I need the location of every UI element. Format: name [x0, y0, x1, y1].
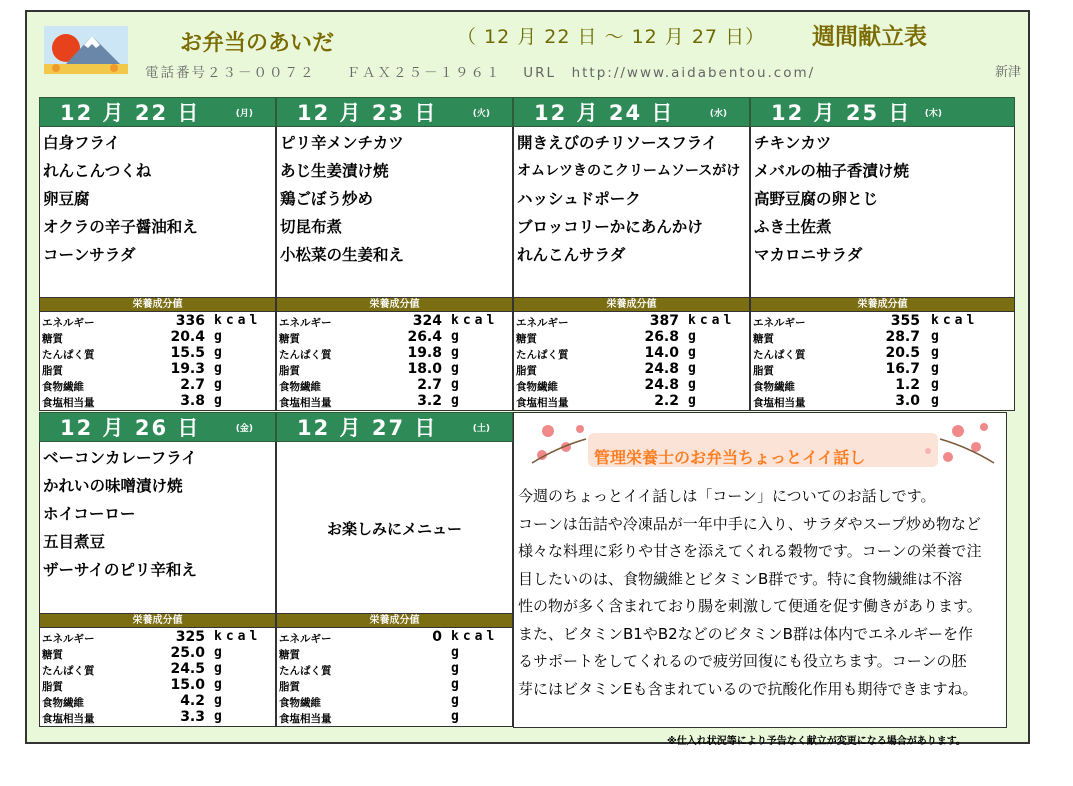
menu-item: かれいの味噌漬け焼	[43, 477, 183, 495]
nutrient-label: たんぱく質	[279, 349, 332, 361]
menu-item: れんこんサラダ	[517, 246, 626, 264]
nutrition-row-fiber	[514, 377, 749, 393]
nutrient-value: 26.4	[407, 329, 442, 345]
nutrient-label: 糖質	[753, 333, 774, 345]
nutrient-unit: g	[931, 345, 943, 360]
nutrition-row-energy	[40, 629, 275, 645]
nutrient-unit: kcal	[214, 629, 262, 644]
nutrition-row-sugar	[277, 645, 512, 661]
menu-sheet	[25, 10, 1030, 747]
nutrient-unit: g	[451, 329, 463, 344]
menu-item: ふき土佐煮	[754, 218, 832, 236]
nutrient-label: 糖質	[516, 333, 537, 345]
nutrient-unit: g	[688, 329, 700, 344]
nutrient-value: 336	[175, 313, 205, 329]
nutrition-row-protein	[277, 661, 512, 677]
nutrient-unit: g	[214, 693, 226, 708]
nutrition-row-sugar	[277, 329, 512, 345]
nutrient-value: 28.7	[885, 329, 920, 345]
nutrition-row-energy	[751, 313, 1014, 329]
nutrient-label: 食塩相当量	[279, 713, 332, 725]
company-name: お弁当のあいだ	[180, 31, 335, 56]
nutrient-unit: g	[214, 393, 226, 408]
document-title: 週間献立表	[812, 24, 927, 50]
nutritionist-tips-panel	[513, 412, 1007, 728]
nutrient-label: 糖質	[279, 649, 300, 661]
nutrient-label: 食物繊維	[516, 381, 558, 393]
contact-info: 電話番号２３－００７２ ＦＡＸ２５－１９６１ URL http://www.aidabentou.com/	[145, 65, 816, 81]
menu-item: 白身フライ	[43, 134, 121, 152]
nutrition-row-sugar	[40, 329, 275, 345]
nutrient-value: 3.0	[895, 393, 920, 409]
nutrient-value: 325	[175, 629, 205, 645]
nutrition-header: 栄養成分値	[39, 614, 276, 628]
menu-list	[276, 127, 513, 298]
day-column-4	[39, 412, 276, 727]
nutrient-value: 15.5	[170, 345, 205, 361]
day-column-5	[276, 412, 513, 727]
nutrition-row-sugar	[514, 329, 749, 345]
nutrient-label: 脂質	[42, 681, 63, 693]
nutrition-row-sugar	[751, 329, 1014, 345]
nutrient-label: 脂質	[279, 681, 300, 693]
menu-item: ベーコンカレーフライ	[43, 449, 197, 467]
nutrient-label: 脂質	[279, 365, 300, 377]
nutrient-label: 糖質	[279, 333, 300, 345]
menu-item: マカロニサラダ	[754, 246, 863, 264]
nutrient-unit: g	[688, 393, 700, 408]
nutrition-row-sugar	[40, 645, 275, 661]
day-date: 12 月 22 日	[60, 101, 201, 125]
tips-line: 性の物が多く含まれており腸を刺激して便通を促す働きがあります。	[518, 597, 982, 615]
nutrition-row-fat	[514, 361, 749, 377]
menu-item: 卵豆腐	[43, 190, 90, 208]
nutrient-value: 24.5	[170, 661, 205, 677]
nutrition-row-protein	[40, 345, 275, 361]
nutrition-row-energy	[277, 313, 512, 329]
period-range: （ 12 月 22 日 ～ 12 月 27 日）	[457, 26, 766, 48]
nutrient-unit: kcal	[214, 313, 262, 328]
day-of-week: (金)	[235, 423, 253, 434]
nutrient-unit: g	[931, 329, 943, 344]
day-of-week: (月)	[235, 108, 253, 119]
nutrient-value: 3.8	[180, 393, 205, 409]
menu-item: ホイコーロー	[43, 505, 136, 523]
menu-item: チキンカツ	[754, 134, 832, 152]
tips-body	[518, 483, 1006, 703]
menu-item: 切昆布煮	[280, 218, 343, 236]
nutrition-row-fiber	[277, 693, 512, 709]
nutrition-row-protein	[277, 345, 512, 361]
day-header	[39, 412, 276, 442]
branch-label: 新津	[995, 65, 1022, 80]
nutrient-value: 24.8	[644, 377, 679, 393]
menu-list	[750, 127, 1015, 298]
nutrient-value: 355	[890, 313, 920, 329]
nutrient-unit: g	[451, 345, 463, 360]
nutrient-label: たんぱく質	[279, 665, 332, 677]
nutrient-value: 25.0	[170, 645, 205, 661]
nutrient-value: 16.7	[885, 361, 920, 377]
nutrition-row-fiber	[751, 377, 1014, 393]
nutrient-unit: g	[214, 361, 226, 376]
nutrient-label: 食物繊維	[753, 381, 795, 393]
day-of-week: (火)	[472, 108, 490, 119]
nutrient-unit: g	[214, 329, 226, 344]
nutrient-unit: g	[214, 345, 226, 360]
nutrition-row-salt	[40, 393, 275, 409]
tips-title: 管理栄養士のお弁当ちょっとイイ話し	[594, 448, 866, 467]
nutrient-value: 20.5	[885, 345, 920, 361]
day-header	[39, 97, 276, 127]
nutrient-unit: g	[688, 361, 700, 376]
nutrition-header: 栄養成分値	[276, 298, 513, 312]
nutrient-unit: g	[931, 361, 943, 376]
nutrition-table	[39, 312, 276, 411]
nutrition-row-fat	[40, 361, 275, 377]
nutrient-value: 0	[432, 629, 442, 645]
nutrient-unit: g	[451, 709, 463, 724]
menu-item: オクラの辛子醤油和え	[43, 218, 198, 236]
menu-item: ピリ辛メンチカツ	[280, 134, 404, 152]
nutrient-label: 脂質	[753, 365, 774, 377]
nutrition-row-fiber	[40, 693, 275, 709]
nutrient-unit: kcal	[688, 313, 736, 328]
nutrient-label: 糖質	[42, 333, 63, 345]
nutrient-value: 1.2	[895, 377, 920, 393]
tips-line: 目したいのは、食物繊維とビタミンB群です。特に食物繊維は不溶	[518, 569, 963, 588]
nutrient-unit: kcal	[451, 313, 499, 328]
special-menu-label: お楽しみにメニュー	[326, 520, 462, 538]
menu-item: 開きえびのチリソースフライ	[517, 134, 718, 152]
day-date: 12 月 24 日	[534, 101, 675, 125]
nutrient-label: 食塩相当量	[279, 397, 332, 409]
nutrient-unit: g	[931, 377, 943, 392]
tips-line: コーンは缶詰や冷凍品が一年中手に入り、サラダやスープ炒め物など	[518, 514, 982, 533]
menu-item: ブロッコリーかにあんかけ	[517, 218, 703, 236]
nutrient-label: 食塩相当量	[42, 397, 95, 409]
nutrition-row-salt	[277, 709, 512, 725]
day-column-3	[750, 97, 1015, 411]
menu-item: 小松菜の生姜和え	[280, 246, 405, 264]
nutrient-unit: g	[214, 377, 226, 392]
nutrient-unit: g	[451, 661, 463, 676]
day-date: 12 月 23 日	[297, 101, 438, 125]
nutrition-table	[750, 312, 1015, 411]
nutrient-unit: kcal	[451, 629, 499, 644]
nutrition-header: 栄養成分値	[39, 298, 276, 312]
nutrient-label: エネルギー	[516, 317, 569, 329]
nutrient-unit: g	[451, 677, 463, 692]
nutrition-table	[276, 312, 513, 411]
day-header	[276, 412, 513, 442]
menu-item: ハッシュドポーク	[517, 190, 641, 208]
nutrient-value: 14.0	[644, 345, 679, 361]
sunrise-mountain-logo	[44, 26, 128, 74]
menu-item: 高野豆腐の卵とじ	[754, 190, 879, 208]
nutrient-value: 26.8	[644, 329, 679, 345]
nutrition-row-fiber	[40, 377, 275, 393]
day-of-week: (木)	[924, 108, 942, 119]
nutrient-value: 19.8	[407, 345, 442, 361]
menu-item: 鶏ごぼう炒め	[280, 190, 374, 208]
nutrient-value: 324	[412, 313, 442, 329]
nutrient-unit: g	[451, 645, 463, 660]
nutrient-unit: g	[451, 377, 463, 392]
nutrition-table	[39, 628, 276, 727]
nutrient-unit: g	[688, 377, 700, 392]
nutrient-unit: g	[931, 393, 943, 408]
nutrient-label: 食塩相当量	[42, 713, 95, 725]
nutrient-unit: g	[214, 661, 226, 676]
nutrient-label: エネルギー	[42, 317, 95, 329]
nutrient-label: エネルギー	[42, 633, 95, 645]
nutrient-label: 食塩相当量	[516, 397, 569, 409]
nutrient-value: 4.2	[180, 693, 205, 709]
nutrient-label: エネルギー	[753, 317, 806, 329]
nutrient-label: たんぱく質	[753, 349, 806, 361]
menu-item: オムレツきのこクリームソースがけ	[517, 163, 741, 179]
nutrition-row-fat	[277, 361, 512, 377]
tips-line: るサポートをしてくれるので疲労回復にも役立ちます。コーンの胚	[518, 652, 967, 670]
nutrition-row-salt	[514, 393, 749, 409]
nutrient-label: 食物繊維	[42, 381, 84, 393]
nutrition-row-energy	[277, 629, 512, 645]
tips-line: 様々な料理に彩りや甘さを添えてくれる穀物です。コーンの栄養で注	[518, 542, 982, 560]
nutrient-label: 糖質	[42, 649, 63, 661]
nutrient-label: エネルギー	[279, 317, 332, 329]
tips-line: 今週のちょっとイイ話しは「コーン」についてのお話しです。	[518, 487, 936, 505]
menu-list	[39, 442, 276, 614]
nutrient-unit: g	[451, 693, 463, 708]
menu-item: 五目煮豆	[43, 533, 106, 551]
day-of-week: (土)	[472, 423, 490, 434]
day-date: 12 月 25 日	[771, 101, 912, 125]
nutrient-label: 脂質	[42, 365, 63, 377]
menu-item: ザーサイのピリ辛和え	[43, 561, 197, 579]
nutrition-row-fat	[40, 677, 275, 693]
nutrient-label: エネルギー	[279, 633, 332, 645]
nutrient-unit: kcal	[931, 313, 979, 328]
nutrient-unit: g	[214, 709, 226, 724]
day-date: 12 月 27 日	[297, 416, 438, 440]
nutrient-value: 20.4	[170, 329, 205, 345]
tips-line: 芽にはビタミンEも含まれているので抗酸化作用も期待できますね。	[518, 679, 978, 698]
nutrient-label: 食物繊維	[279, 381, 321, 393]
day-header	[513, 97, 750, 127]
tips-line: また、ビタミンB1やB2などのビタミンB群は体内でエネルギーを作	[518, 624, 973, 643]
nutrient-label: 食塩相当量	[753, 397, 806, 409]
nutrition-header: 栄養成分値	[276, 614, 513, 628]
nutrition-row-salt	[40, 709, 275, 725]
nutrient-unit: g	[451, 393, 463, 408]
nutrient-label: たんぱく質	[42, 665, 95, 677]
nutrient-unit: g	[214, 677, 226, 692]
nutrition-table	[276, 628, 513, 727]
nutrient-value: 2.7	[417, 377, 442, 393]
special-menu	[276, 442, 513, 614]
nutrition-row-protein	[514, 345, 749, 361]
nutrient-value: 18.0	[407, 361, 442, 377]
menu-item: れんこんつくね	[43, 162, 152, 180]
menu-item: コーンサラダ	[43, 246, 136, 264]
day-of-week: (水)	[709, 108, 727, 119]
nutrient-value: 19.3	[170, 361, 205, 377]
day-column-2	[513, 97, 750, 411]
nutrient-label: たんぱく質	[42, 349, 95, 361]
nutrient-value: 3.2	[417, 393, 442, 409]
nutrition-row-protein	[40, 661, 275, 677]
nutrient-value: 2.2	[654, 393, 679, 409]
menu-list	[39, 127, 276, 298]
day-column-1	[276, 97, 513, 411]
nutrition-row-energy	[514, 313, 749, 329]
nutrition-header: 栄養成分値	[513, 298, 750, 312]
nutrition-table	[513, 312, 750, 411]
nutrient-label: 食物繊維	[42, 697, 84, 709]
nutrient-value: 15.0	[170, 677, 205, 693]
menu-item: あじ生姜漬け焼	[280, 162, 389, 180]
nutrient-unit: g	[451, 361, 463, 376]
nutrition-row-fat	[751, 361, 1014, 377]
nutrition-header: 栄養成分値	[750, 298, 1015, 312]
day-header	[276, 97, 513, 127]
nutrient-value: 24.8	[644, 361, 679, 377]
footer-note: ※仕入れ状況等により予告なく献立が変更になる場合があります。	[667, 736, 966, 747]
nutrition-row-protein	[751, 345, 1014, 361]
day-column-0	[39, 97, 276, 411]
nutrient-label: たんぱく質	[516, 349, 569, 361]
nutrition-row-fat	[277, 677, 512, 693]
nutrient-value: 2.7	[180, 377, 205, 393]
day-header	[750, 97, 1015, 127]
nutrition-row-salt	[277, 393, 512, 409]
day-date: 12 月 26 日	[60, 416, 201, 440]
nutrient-label: 脂質	[516, 365, 537, 377]
nutrition-row-salt	[751, 393, 1014, 409]
nutrition-row-fiber	[277, 377, 512, 393]
nutrient-unit: g	[688, 345, 700, 360]
menu-item: メバルの柚子香漬け焼	[754, 162, 909, 180]
nutrient-label: 食物繊維	[279, 697, 321, 709]
nutrient-value: 387	[649, 313, 679, 329]
nutrient-unit: g	[214, 645, 226, 660]
menu-list	[513, 127, 750, 298]
nutrition-row-energy	[40, 313, 275, 329]
nutrient-value: 3.3	[180, 709, 205, 725]
